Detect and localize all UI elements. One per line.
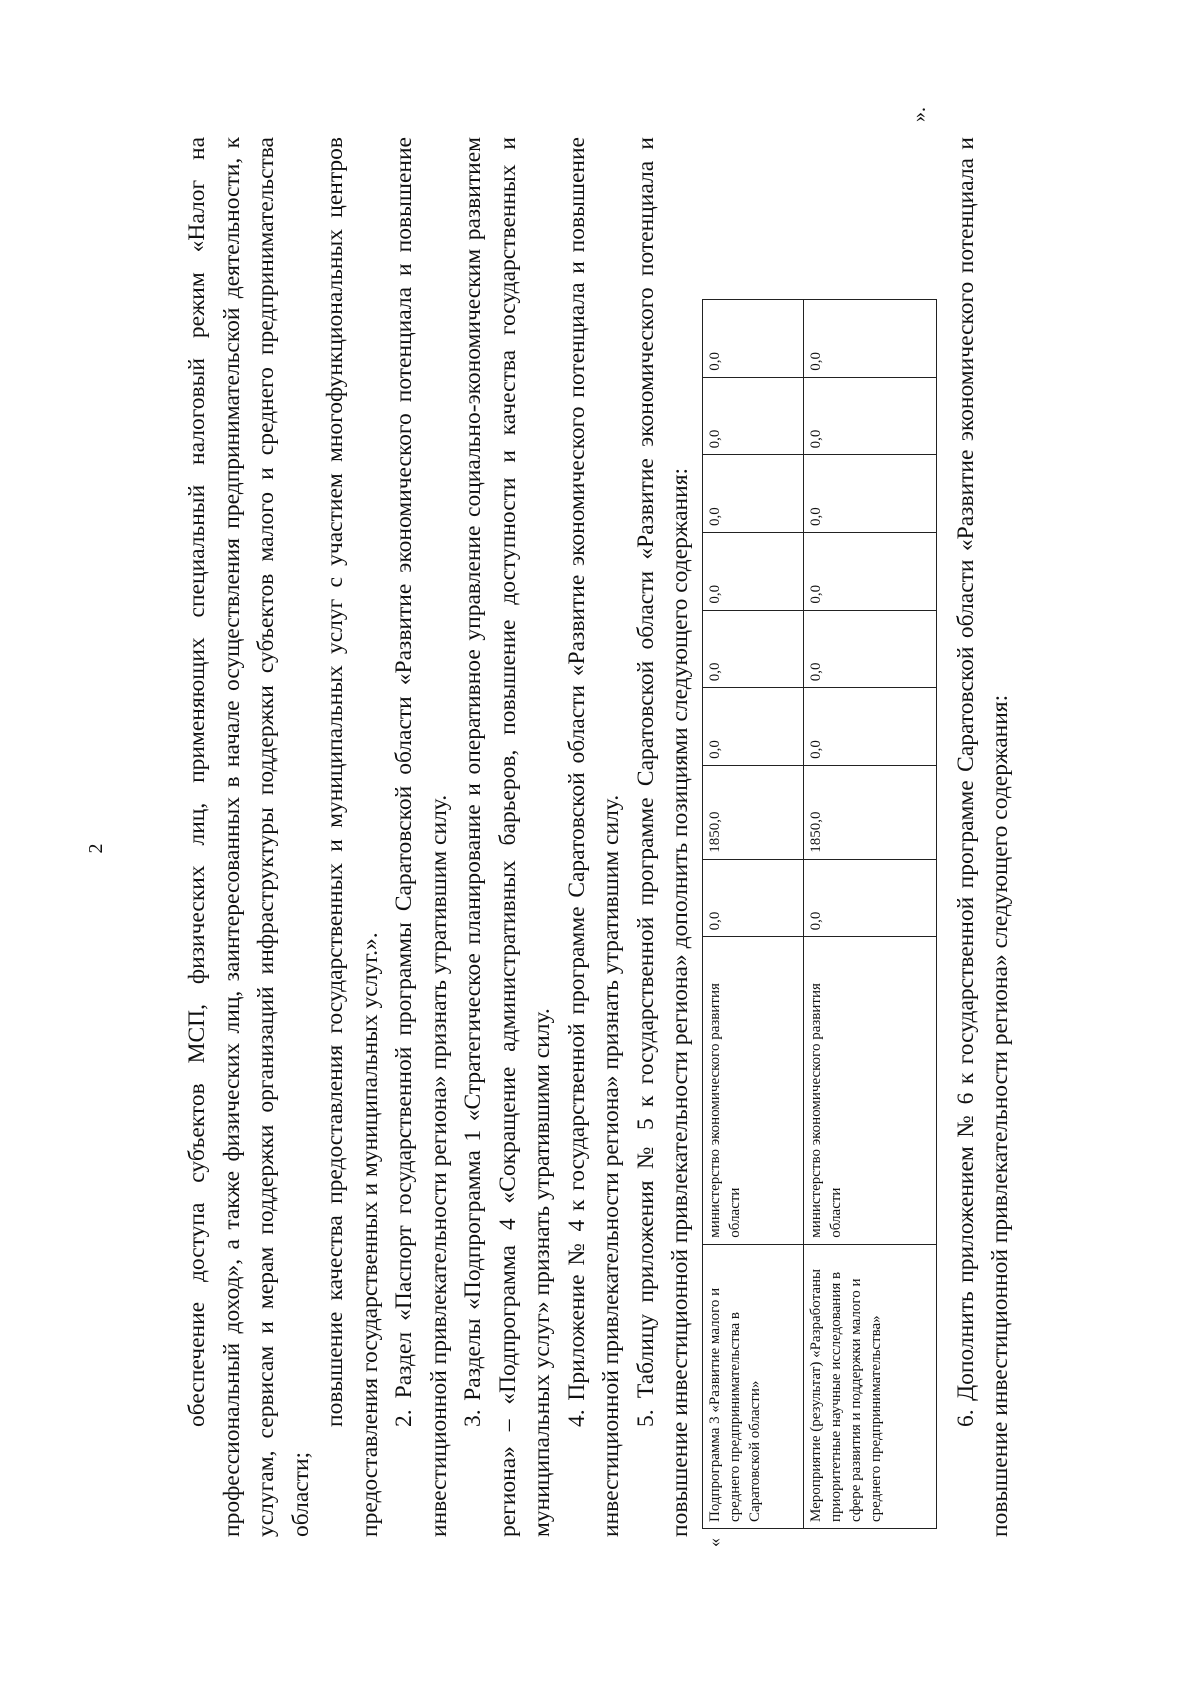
table-close-quote: ». [907,107,930,122]
paragraph-item-4: 4. Приложение № 4 к государственной программе Саратовской области «Развитие экономического потенциала и повышение инвестиционной привлекательности региона» признать утратившим силу. [563,137,624,1537]
value-cell: 0,0 [702,377,803,455]
paragraph-item-5: 5. Таблицу приложения № 5 к государственной программе Саратовской области «Развитие экономического потенциала и повышение инвестиционной привлекательности региона» дополнить позициями следующего содержания: [632,137,693,1537]
value-cell: 0,0 [702,610,803,688]
amendment-table-block [702,107,937,1547]
page-number: 2 [85,843,107,854]
paragraph-item-6: 6. Дополнить приложением № 6 к государственной программе Саратовской области «Развитие экономического потенциала и повышение инвестиционной привлекательности региона» следующего содержания: [952,137,1013,1537]
value-cell: 0,0 [702,532,803,610]
value-cell: 0,0 [803,532,936,610]
row-executor-cell: министерство экономического развития области [702,937,803,1244]
value-cell: 0,0 [803,688,936,766]
row-name-cell: Мероприятие (результат) «Разработаны приоритетные научные исследования в сфере развития и поддержки малого и среднего предпринимательства» [803,1244,936,1528]
value-cell: 0,0 [702,300,803,378]
value-cell: 0,0 [803,377,936,455]
paragraph-item-2: 2. Раздел «Паспорт государственной программы Саратовской области «Развитие экономического потенциала и повышение инвестиционной привлекательности региона» признать утратившим силу. [391,137,452,1537]
value-cell: 0,0 [702,688,803,766]
paragraph-item-3: 3. Разделы «Подпрограмма 1 «Стратегическое планирование и оперативное управление социально-экономическим развитием региона» – «Подпрограмма 4 «Сокращение административных барьеров, повышение доступности и качества государственных и муниципальных услуг» признать утратившими силу. [460,137,555,1537]
value-cell: 0,0 [803,610,936,688]
value-cell: 1850,0 [803,765,936,859]
table-open-quote: « [703,1538,724,1547]
paragraph-msp-access: обеспечение доступа субъектов МСП, физических лиц, применяющих специальный налоговый режим «Налог на профессиональный доход», а также физических лиц, заинтересованных в начале осуществления предпринимательской деятельности, к услугам, сервисам и мерам поддержки организаций инфраструктуры поддержки субъектов малого и среднего предпринимательства области; [184,137,314,1537]
row-executor-cell: министерство экономического развития области [803,937,936,1244]
table-row [702,300,803,1529]
value-cell: 0,0 [803,859,936,937]
paragraph-service-quality: повышение качества предоставления государственных и муниципальных услуг с участием многофункциональных центров предоставления государственных и муниципальных услуг.». [322,137,383,1537]
value-cell: 0,0 [702,859,803,937]
table-row [803,300,936,1529]
value-cell: 1850,0 [702,765,803,859]
value-cell: 0,0 [702,455,803,533]
row-name-cell: Подпрограмма 3 «Развитие малого и среднего предпринимательства в Саратовской области» [702,1244,803,1528]
document-body [180,107,1018,1547]
value-cell: 0,0 [803,300,936,378]
amendment-table [702,299,937,1529]
value-cell: 0,0 [803,455,936,533]
